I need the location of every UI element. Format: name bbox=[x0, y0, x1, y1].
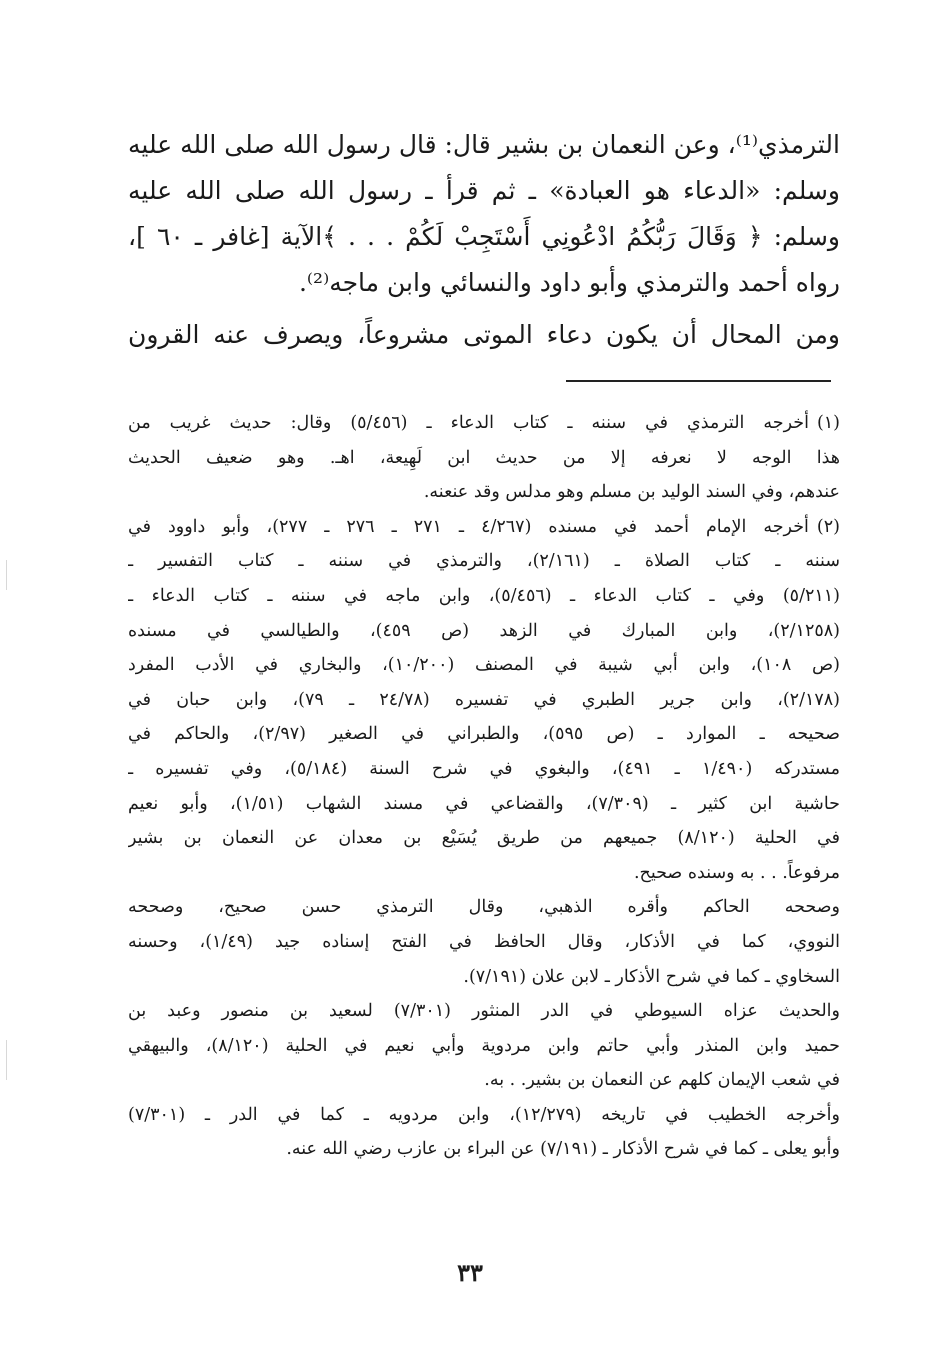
footnote-paragraph-suyuti bbox=[128, 994, 840, 1098]
footnote-line: مستدركه (١/٤٩٠ ـ ٤٩١)، والبغوي في شرح السنة (٥/١٨٤)، وفي تفسيره ـ bbox=[128, 758, 840, 779]
footnote-line: وأخرجه الخطيب في تاريخه (١٢/٢٧٩)، وابن مردويه ـ كما في الدر ـ (٧/٣٠١) bbox=[128, 1104, 840, 1125]
main-text-line: رواه أحمد والترمذي وأبو داود والنسائي وابن ماجه⁽²⁾. bbox=[298, 268, 840, 297]
page-number: ٣٣ bbox=[457, 1258, 483, 1287]
footnote-line: عندهم، وفي السند الوليد بن مسلم وهو مدلس وقد عنعنه. bbox=[423, 482, 840, 503]
footnote-line: سننه ـ كتاب الصلاة ـ (٢/١٦١)، والترمذي في سننه ـ كتاب التفسير ـ bbox=[128, 551, 840, 572]
footnote-2 bbox=[128, 510, 840, 891]
footnote-line: (٥/٢١١) وفي ـ كتاب الدعاء ـ (٥/٤٥٦)، وابن ماجه في سننه ـ كتاب الدعاء ـ bbox=[128, 585, 840, 606]
footnote-line: حميد وابن المنذر وأبي حاتم وابن مردوية وأبي نعيم في الحلية (٨/١٢٠)، والبيهقي bbox=[128, 1035, 840, 1056]
footnote-line: حاشية ابن كثير ـ (٧/٣٠٩)، والقضاعي في مسند الشهاب (١/٥١)، وأبو نعيم bbox=[128, 793, 840, 814]
footnote-line: صحيحه ـ الموارد ـ (ص ٥٩٥)، والطبراني في الصغير (٢/٩٧)، والحاكم في bbox=[128, 724, 840, 745]
footnote-paragraph-tasheeh bbox=[128, 890, 840, 994]
main-text-line: ومن المحال أن يكون دعاء الموتى مشروعاً، ويصرف عنه القرون bbox=[128, 320, 840, 349]
scan-edge-mark bbox=[6, 560, 7, 590]
footnote-line: في شعب الإيمان كلهم عن النعمان بن بشير. . به. bbox=[484, 1070, 840, 1091]
footnote-line: أخرجه الترمذي في سننه ـ كتاب الدعاء ـ (٥/٤٥٦) وقال: حديث غريب من bbox=[128, 413, 809, 433]
footnote-number: (٢) bbox=[816, 516, 840, 537]
footnote-separator-rule bbox=[566, 380, 831, 382]
footnote-line: (ص ١٠٨)، وابن أبي شيبة في المصنف (١٠/٢٠٠)، والبخاري في الأدب المفرد bbox=[128, 655, 840, 676]
main-text-line: الترمذي⁽¹⁾، وعن النعمان بن بشير قال: قال رسول الله صلى الله عليه bbox=[128, 130, 840, 159]
footnote-line: السخاوي ـ كما في شرح الأذكار ـ لابن علان (٧/١٩١). bbox=[463, 966, 840, 987]
footnote-line: في الحلية (٨/١٢٠) جميعهم من طريق يُسَيْع بن معدان عن النعمان بن بشير bbox=[128, 828, 840, 849]
main-text-body bbox=[128, 122, 840, 358]
scan-edge-mark bbox=[6, 1040, 7, 1080]
footnote-line: مرفوعاً. . . به وسنده صحيح. bbox=[633, 862, 840, 883]
footnote-number: (١) bbox=[816, 413, 840, 433]
main-text-line: وسلم: «الدعاء هو العبادة» ـ ثم قرأ ـ رسول الله صلى الله عليه bbox=[128, 176, 840, 205]
footnote-line: النووي، كما في الأذكار، وقال الحافظ في الفتح إسناده جيد (١/٤٩)، وحسنه bbox=[128, 931, 840, 952]
footnote-line: وصححه الحاكم وأقره الذهبي، وقال الترمذي حسن صحيح، وصححه bbox=[128, 897, 840, 918]
footnote-line: (٢/١٢٥٨)، وابن المبارك في الزهد (ص ٤٥٩)، والطيالسي في مسنده bbox=[128, 620, 840, 641]
footnote-1 bbox=[128, 406, 840, 510]
footnote-paragraph-khatib bbox=[128, 1098, 840, 1167]
footnote-line: والحديث عزاه السيوطي في الدر المنثور (٧/٣٠١) لسعيد بن منصور وعبد بن bbox=[128, 1001, 840, 1022]
footnote-line: هذا الوجه لا نعرفه إلا من حديث ابن لَهِيعة، اهـ. وهو ضعيف الحديث bbox=[128, 447, 840, 468]
footnote-line: أخرجه الإمام أحمد في مسنده (٤/٢٦٧ ـ ٢٧١ ـ ٢٧٦ ـ ٢٧٧)، وأبو داوود في bbox=[128, 516, 809, 537]
footnote-line: وأبو يعلى ـ كما في شرح الأذكار ـ (٧/١٩١) عن البراء بن عازب رضي الله عنه. bbox=[286, 1139, 840, 1160]
footnote-line: (٢/١٧٨)، وابن جرير الطبري في تفسيره (٢٤/٧٨ ـ ٧٩)، وابن حبان في bbox=[128, 689, 840, 710]
footnotes-section bbox=[128, 406, 840, 1167]
main-text-line: وسلم: ﴿ وَقَالَ رَبُّكُمُ ادْعُونِي أَسْتَجِبْ لَكُمْ . . . ﴾الآية [غافر ـ ٦٠ ]، bbox=[128, 222, 840, 251]
